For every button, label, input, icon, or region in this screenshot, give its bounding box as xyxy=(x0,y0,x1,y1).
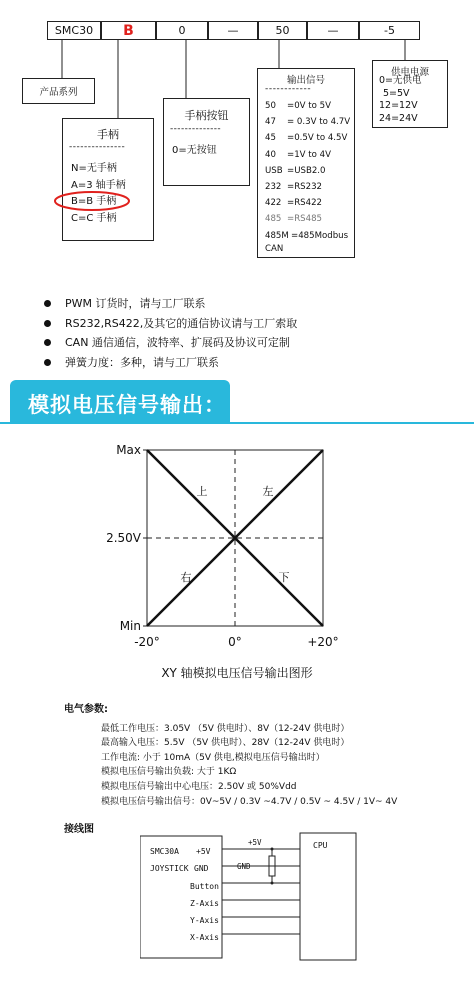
power-option: 5=5V xyxy=(383,87,410,99)
code-cell-power: -5 xyxy=(359,21,420,40)
code-cell-sep1: — xyxy=(208,21,258,40)
pin-5v: +5V xyxy=(196,847,211,856)
pin-x-axis: X-Axis xyxy=(190,933,219,943)
output-code: 422 xyxy=(265,198,282,209)
banner-underline xyxy=(0,422,474,424)
output-dashes: ------------ xyxy=(265,84,312,94)
output-code: 485M xyxy=(265,230,289,241)
output-desc: =RS232 xyxy=(287,182,323,193)
output-code: CAN xyxy=(265,243,284,254)
output-desc: =RS485 xyxy=(287,214,323,225)
output-code: 485 xyxy=(265,214,282,225)
output-code: 232 xyxy=(265,182,282,193)
output-options xyxy=(265,98,355,257)
pin-button: Button xyxy=(190,881,219,891)
power-option: 12=12V xyxy=(379,100,418,111)
y-tick-label: Min xyxy=(119,619,141,633)
note-item xyxy=(44,333,297,353)
output-box xyxy=(257,68,355,258)
note-text: RS232,RS422,及其它的通信协议请与工厂索取 xyxy=(65,316,298,330)
handle-option-c: C=C 手柄 xyxy=(71,212,117,224)
button-box xyxy=(163,98,250,186)
output-desc: =0.5V to 4.5V xyxy=(287,133,348,144)
button-dashes: -------------- xyxy=(170,124,222,134)
x-tick-label: 0° xyxy=(228,635,242,649)
region-annotation: 左 xyxy=(262,485,274,498)
power-option: 24=24V xyxy=(379,112,418,124)
output-desc: =0V to 5V xyxy=(287,101,331,111)
bullet-icon xyxy=(44,300,51,307)
output-desc: =1V to 4V xyxy=(287,149,331,160)
highlight-ellipse xyxy=(52,188,136,214)
xy-output-chart xyxy=(100,436,340,681)
y-tick-label: 2.50V xyxy=(106,531,141,545)
code-cell-series: SMC30 xyxy=(47,21,101,40)
param-line: 模拟电压信号输出中心电压：2.50V 或 50%Vdd xyxy=(101,781,297,792)
banner-title: 模拟电压信号输出： xyxy=(28,393,226,417)
power-options xyxy=(379,75,422,125)
chart-title: XY 轴模拟电压信号输出图形 xyxy=(161,666,313,680)
output-code: 40 xyxy=(265,149,276,160)
handle-option-b: B=B 手柄 xyxy=(71,196,117,207)
x-tick-label: -20° xyxy=(134,635,160,649)
x-tick-label: +20° xyxy=(307,635,339,649)
supply-gnd-label: GND xyxy=(237,862,251,871)
pin-z-axis: Z-Axis xyxy=(190,898,219,908)
param-line: 模拟电压信号输出负载: 大于 1KΩ xyxy=(101,767,237,778)
output-code: 50 xyxy=(265,101,276,111)
pin-y-axis: Y-Axis xyxy=(190,916,219,926)
power-title: 供电电源 xyxy=(390,67,429,78)
bullet-icon xyxy=(44,359,51,366)
device-model: SMC30A xyxy=(150,847,179,856)
device-name: JOYSTICK xyxy=(150,864,189,873)
cpu-label: CPU xyxy=(313,841,328,850)
code-cell-output: 50 xyxy=(258,21,307,40)
power-box xyxy=(372,60,448,128)
region-annotation: 右 xyxy=(180,571,192,584)
output-code: 45 xyxy=(265,133,276,144)
bullet-icon xyxy=(44,339,51,346)
series-box: 产品系列 xyxy=(22,78,95,104)
output-desc: =USB2.0 xyxy=(287,165,326,176)
wiring-title: 接线图 xyxy=(64,824,94,835)
banner-tab xyxy=(10,380,230,424)
note-item xyxy=(44,353,297,373)
code-cell-sep2: — xyxy=(307,21,359,40)
output-desc: =RS422 xyxy=(287,198,323,209)
section-banner xyxy=(0,380,474,424)
handle-option-n: N=无手柄 xyxy=(71,163,117,174)
power-option: 0=无供电 xyxy=(379,75,422,86)
note-text: CAN 通信通信，波特率、扩展码及协议可定制 xyxy=(65,336,290,349)
pin-gnd: GND xyxy=(194,864,209,874)
notes-list xyxy=(44,294,297,372)
output-desc: =485Modbus xyxy=(291,230,349,241)
note-item xyxy=(44,294,297,314)
output-code: USB xyxy=(265,165,283,176)
output-title: 输出信号 xyxy=(286,75,325,86)
note-text: 弹簧力度：多种，请与工厂联系 xyxy=(65,355,219,369)
note-item xyxy=(44,314,297,334)
param-line: 最低工作电压：3.05V （5V 供电时）、8V（12-24V 供电时） xyxy=(101,723,350,734)
code-cell-button: 0 xyxy=(156,21,208,40)
param-line: 最高输入电压：5.5V （5V 供电时）、28V（12-24V 供电时） xyxy=(101,738,350,749)
bullet-icon xyxy=(44,320,51,327)
supply-5v-label: +5V xyxy=(248,838,262,847)
region-annotation: 下 xyxy=(278,571,290,584)
output-desc: = 0.3V to 4.7V xyxy=(287,117,351,128)
y-tick-label: Max xyxy=(116,443,141,457)
button-option: 0=无按钮 xyxy=(172,145,217,156)
handle-box xyxy=(62,118,154,241)
note-text: PWM 订货时，请与工厂联系 xyxy=(65,297,206,310)
handle-option-a: A=3 轴手柄 xyxy=(71,179,126,191)
button-title: 手柄按钮 xyxy=(184,109,229,122)
param-line: 工作电流: 小于 10mA（5V 供电,模拟电压信号输出时） xyxy=(101,752,325,763)
handle-dashes: --------------- xyxy=(69,142,126,152)
electrical-params xyxy=(64,703,397,809)
wiring-diagram xyxy=(140,830,360,965)
handle-title: 手柄 xyxy=(97,128,119,141)
param-line: 模拟电压信号输出信号：0V~5V / 0.3V ~4.7V / 0.5V ~ 4.5V / 1V~ 4V xyxy=(101,796,398,807)
output-code: 47 xyxy=(265,117,276,128)
code-cell-handle: B xyxy=(101,21,156,40)
params-heading: 电气参数: xyxy=(64,704,108,715)
region-annotation: 上 xyxy=(196,485,208,498)
